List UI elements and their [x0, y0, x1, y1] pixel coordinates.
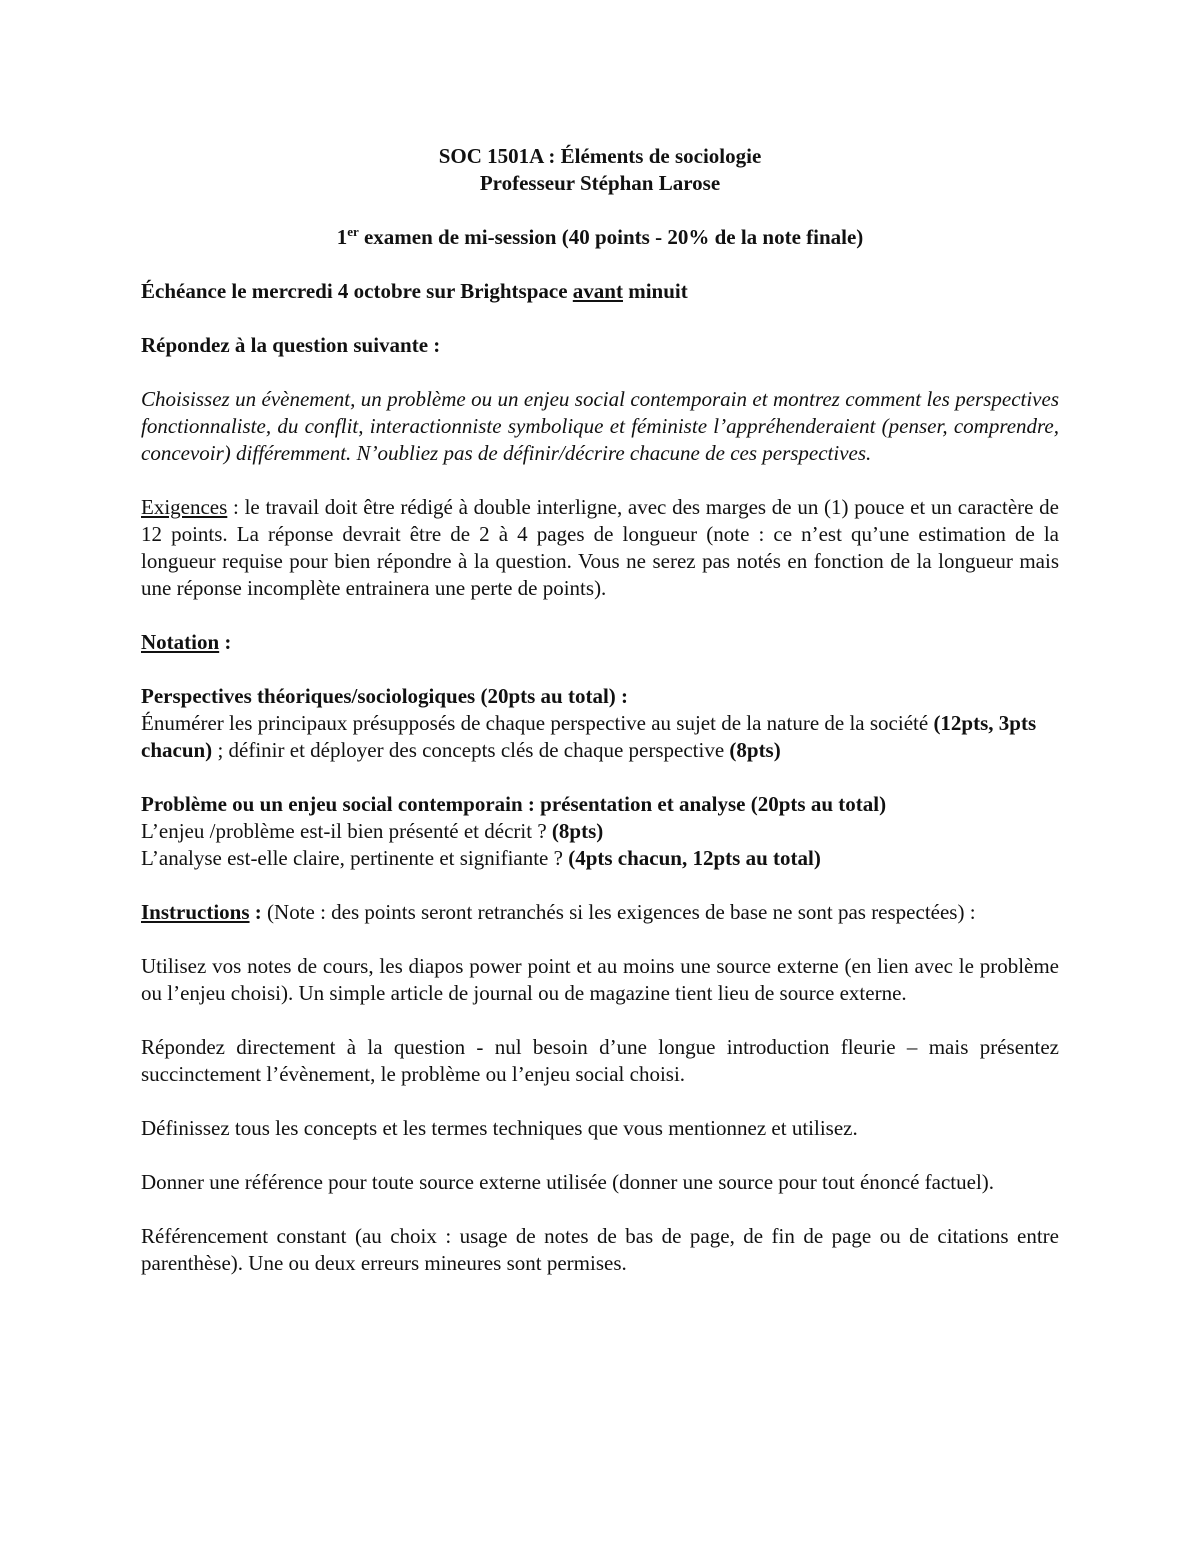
- grading-section1-bold2: (8pts): [729, 738, 781, 762]
- grading-section1-text1: Énumérer les principaux présupposés de chaque perspective au sujet de la nature de la société: [141, 711, 934, 735]
- instruction-item: Répondez directement à la question - nul besoin d’une longue introduction fleurie – mais présentez succinctement l’évènement, le problème ou l’enjeu social choisi.: [141, 1035, 1059, 1086]
- grading-section2-line1-bold: (8pts): [551, 819, 604, 843]
- instructions-label: Instructions: [141, 900, 250, 924]
- instruction-item: Référencement constant (au choix : usage de notes de bas de page, de fin de page ou de citations entre parenthèse). Une ou deux erreurs mineures sont permises.: [141, 1224, 1059, 1275]
- deadline-underlined: avant: [572, 279, 623, 303]
- grading-section2-heading: Problème ou un enjeu social contemporain : présentation et analyse (20pts au total): [141, 792, 887, 816]
- instructions-label-suffix: :: [249, 900, 262, 924]
- grading-section2-line1-text: L’enjeu /problème est-il bien présenté et décrit ?: [141, 819, 552, 843]
- course-title: SOC 1501A : Éléments de sociologie: [438, 144, 762, 168]
- professor-name: Professeur Stéphan Larose: [479, 171, 721, 195]
- deadline-after: minuit: [622, 279, 688, 303]
- exam-title: [141, 224, 1059, 251]
- grading-section2-line1: [141, 818, 1059, 845]
- deadline-before: Échéance le mercredi 4 octobre sur Brightspace: [141, 279, 573, 303]
- exam-ordinal-sup: er: [347, 224, 359, 239]
- grading-heading: [141, 629, 1059, 656]
- instructions-intro: [141, 899, 1059, 926]
- deadline: [141, 278, 1059, 305]
- grading-label: Notation: [141, 630, 220, 654]
- instruction-item: Définissez tous les concepts et les termes techniques que vous mentionnez et utilisez.: [141, 1116, 858, 1140]
- question-text: Choisissez un évènement, un problème ou un enjeu social contemporain et montrez comment les perspectives fonctionnaliste, du conflit, interactionniste symbolique et féministe l’appréhenderaient (penser, comprendre, concevoir) différemment. N’oubliez pas de définir/décrire chacune de ces perspectives.: [141, 387, 1059, 465]
- grading-section2-line2: [141, 845, 1059, 872]
- instruction-item: Utilisez vos notes de cours, les diapos power point et au moins une source externe (en lien avec le problème ou l’enjeu choisi). Un simple article de journal ou de magazine tient lieu de source externe.: [141, 954, 1059, 1005]
- exam-title-text: examen de mi-session (40 points - 20% de la note finale): [358, 225, 864, 249]
- grading-section1-heading: Perspectives théoriques/sociologiques (20pts au total) :: [141, 684, 629, 708]
- requirements-label: Exigences: [141, 495, 228, 519]
- requirements-text: : le travail doit être rédigé à double interligne, avec des marges de un (1) pouce et un caractère de 12 points. La réponse devrait être de 2 à 4 pages de longueur (note : ce n’est qu’une estimation de la longueur requise pour bien répondre à la question. Vous ne serez pas notés en fonction de la longueur mais une réponse incomplète entrainera une perte de points).: [141, 495, 1059, 600]
- grading-section2-line2-bold: (4pts chacun, 12pts au total): [568, 846, 821, 870]
- grading-section2-line2-text: L’analyse est-elle claire, pertinente et signifiante ?: [141, 846, 569, 870]
- grading-section1-text: [141, 710, 1059, 764]
- exam-ordinal: 1: [336, 225, 348, 249]
- requirements-paragraph: [141, 494, 1059, 602]
- grading-section1-bold1: (12pts, 3pts chacun): [141, 711, 1037, 762]
- instructions-intro-text: (Note : des points seront retranchés si les exigences de base ne sont pas respectées) :: [261, 900, 976, 924]
- question-heading: Répondez à la question suivante :: [141, 333, 441, 357]
- grading-suffix: :: [219, 630, 232, 654]
- instruction-item: Donner une référence pour toute source externe utilisée (donner une source pour tout énoncé factuel).: [141, 1170, 995, 1194]
- grading-section1-text2: ; définir et déployer des concepts clés de chaque perspective: [212, 738, 730, 762]
